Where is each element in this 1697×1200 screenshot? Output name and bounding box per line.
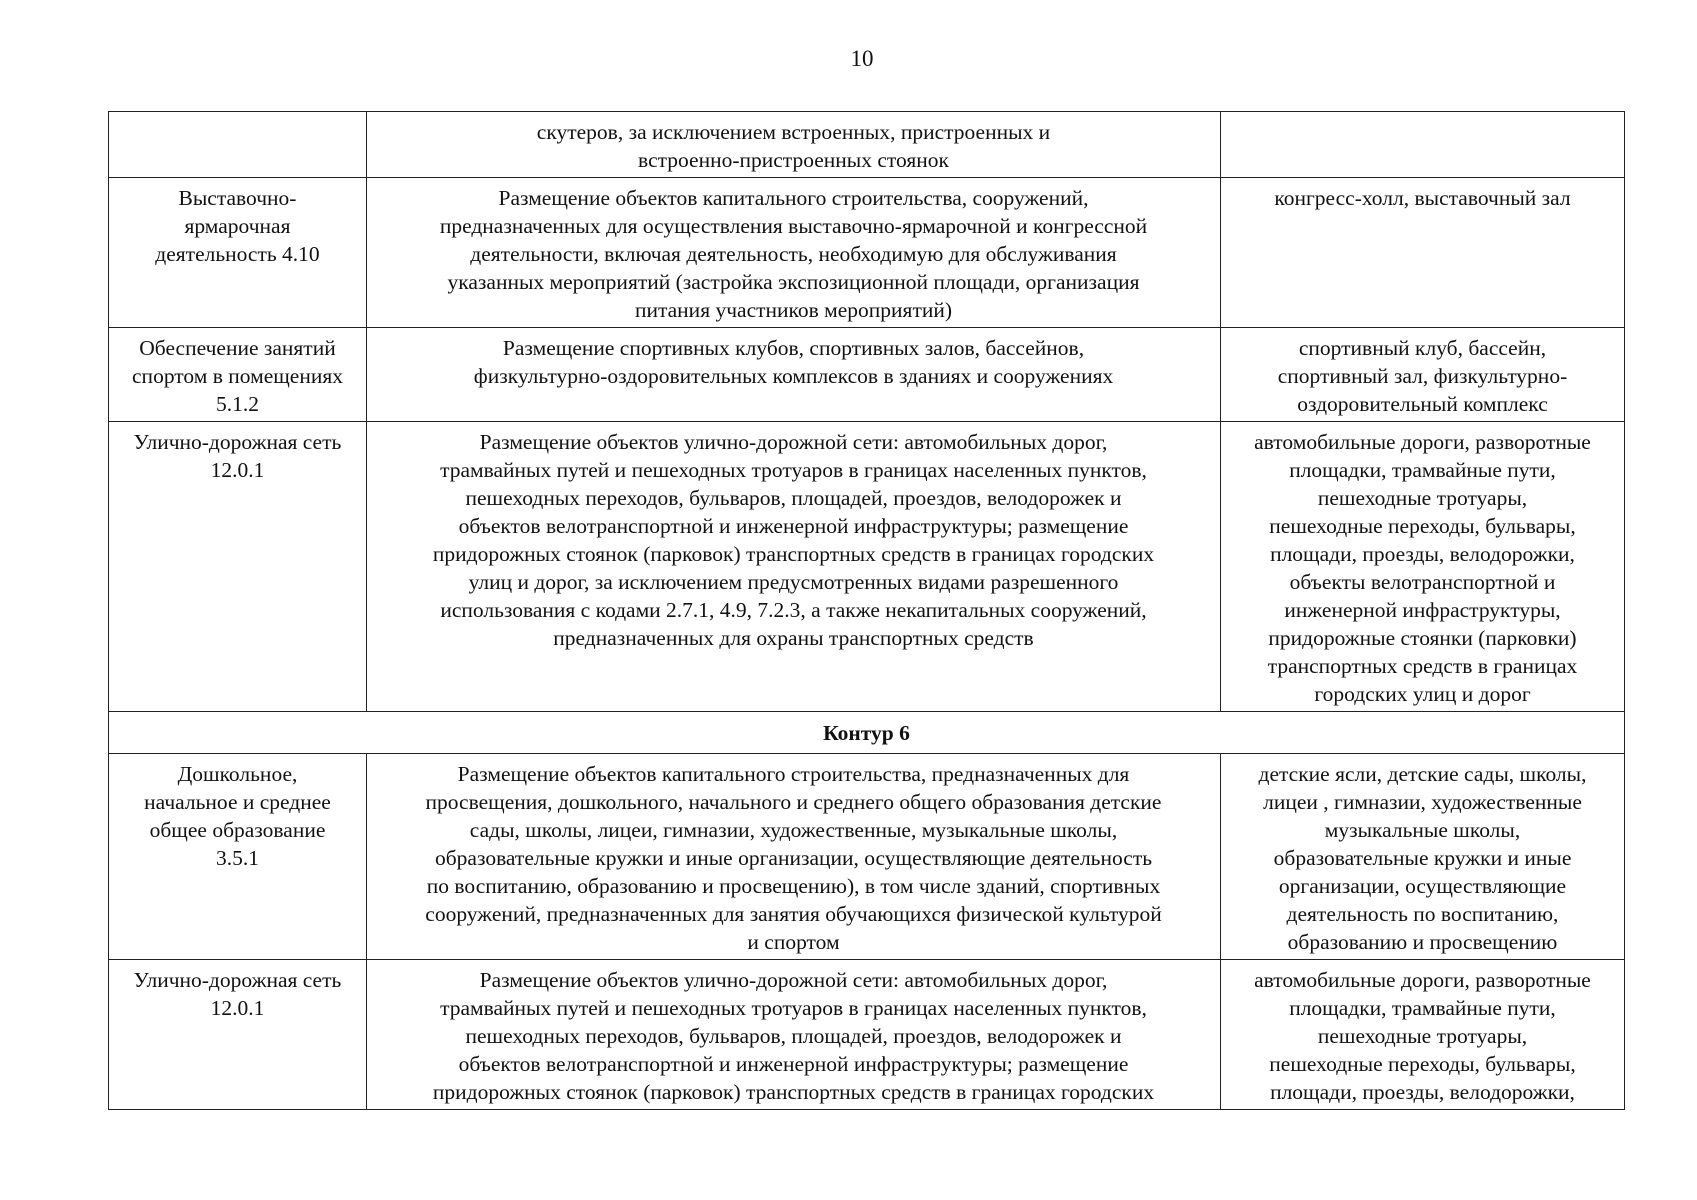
cell-text-line: пешеходные тротуары, [1317,1024,1528,1048]
cell-text-line: пешеходных переходов, бульваров, площадей, проездов, велодорожек и [465,1024,1122,1048]
cell-text-line: спортивный клуб, бассейн, [1298,336,1547,360]
description-cell [367,960,1221,1110]
cell-text-line: придорожные стоянки (парковки) [1268,626,1577,650]
cell-text-line: начальное и среднее [144,790,331,814]
cell-text-line: деятельность по воспитанию, [1286,902,1559,926]
objects-cell [1221,960,1625,1110]
cell-text-line: пешеходные переходы, бульвары, [1269,1052,1576,1076]
cell-text-line: Размещение объектов капитального строительства, сооружений, [498,186,1089,210]
cell-text-line: образовательные кружки и иные организации, осуществляющие деятельность [434,846,1153,870]
objects-cell [1221,754,1625,960]
cell-text-line: площадки, трамвайные пути, [1289,996,1556,1020]
cell-text-line: объектов велотранспортной и инженерной инфраструктуры; размещение [458,514,1129,538]
cell-text-line: питания участников мероприятий) [634,298,953,322]
cell-text-line: придорожных стоянок (парковок) транспортных средств в границах городских [432,1080,1155,1104]
page-number: 10 [850,46,874,71]
cell-text-line: транспортных средств в границах [1267,654,1578,678]
cell-text-line: площади, проезды, велодорожки, [1270,542,1575,566]
table-row [109,328,1625,422]
cell-text-line: спортивный зал, физкультурно- [1277,364,1568,388]
description-cell [367,754,1221,960]
cell-text-line: образованию и просвещению [1287,930,1558,954]
cell-text-line: площадки, трамвайные пути, [1289,458,1556,482]
cell-text-line: Выставочно- [178,186,297,210]
cell-text-line: физкультурно-оздоровительных комплексов в зданиях и сооружениях [473,364,1114,388]
cell-text-line: образовательные кружки и иные [1273,846,1572,870]
land-use-type-cell [109,178,367,328]
section-title: Контур 6 [109,712,1625,754]
cell-text-line: сады, школы, лицеи, гимназии, художественные, музыкальные школы, [469,818,1118,842]
cell-text-line: спортом в помещениях [132,364,343,388]
table-row [109,960,1625,1110]
cell-text-line: пешеходных переходов, бульваров, площадей, проездов, велодорожек и [465,486,1122,510]
land-use-type-cell [109,960,367,1110]
cell-text-line: трамвайных путей и пешеходных тротуаров в границах населенных пунктов, [440,458,1147,482]
cell-text-line: и спортом [747,930,840,954]
cell-text-line: объектов велотранспортной и инженерной инфраструктуры; размещение [458,1052,1129,1076]
cell-text-line: Размещение спортивных клубов, спортивных залов, бассейнов, [502,336,1085,360]
description-cell [367,422,1221,712]
cell-text-line: общее образование [149,818,326,842]
cell-text-line: деятельности, включая деятельность, необходимую для обслуживания [470,242,1117,266]
objects-cell [1221,112,1625,178]
cell-text-line: предназначенных для охраны транспортных средств [553,626,1034,650]
cell-text-line: 12.0.1 [210,996,265,1020]
table-row [109,178,1625,328]
description-cell [367,112,1221,178]
cell-text-line: встроенно-пристроенных стоянок [638,148,949,172]
table-row [109,422,1625,712]
cell-text-line: оздоровительный комплекс [1297,392,1548,416]
table-row [109,754,1625,960]
cell-text-line: инженерной инфраструктуры, [1284,598,1561,622]
cell-text-line: автомобильные дороги, разворотные [1254,430,1591,454]
cell-text-line: пешеходные тротуары, [1317,486,1528,510]
objects-cell [1221,422,1625,712]
objects-cell [1221,178,1625,328]
cell-text-line: трамвайных путей и пешеходных тротуаров в границах населенных пунктов, [440,996,1147,1020]
cell-text-line: детские ясли, детские сады, школы, [1258,762,1587,786]
cell-text-line: придорожных стоянок (парковок) транспортных средств в границах городских [432,542,1155,566]
cell-text-line: скутеров, за исключением встроенных, пристроенных и [536,120,1051,144]
land-use-type-cell [109,422,367,712]
cell-text-line: сооружений, предназначенных для занятия обучающихся физической культурой [425,902,1162,926]
cell-text-line: указанных мероприятий (застройка экспозиционной площади, организация [447,270,1140,294]
cell-text-line: предназначенных для осуществления выставочно-ярмарочной и конгрессной [439,214,1148,238]
cell-text-line: использования с кодами 2.7.1, 4.9, 7.2.3, а также некапитальных сооружений, [440,598,1147,622]
cell-text-line: улиц и дорог, за исключением предусмотренных видами разрешенного [468,570,1119,594]
cell-text-line: просвещения, дошкольного, начального и среднего общего образования детские [425,790,1162,814]
cell-text-line: ярмарочная [184,214,291,238]
table-body [109,112,1625,1110]
land-use-type-cell [109,328,367,422]
cell-text-line: объекты велотранспортной и [1289,570,1556,594]
cell-text-line: городских улиц и дорог [1314,682,1531,706]
table-row [109,112,1625,178]
objects-cell [1221,328,1625,422]
cell-text-line: площади, проезды, велодорожки, [1270,1080,1575,1104]
cell-text-line: 12.0.1 [210,458,265,482]
cell-text-line: Размещение объектов улично-дорожной сети: автомобильных дорог, [479,430,1108,454]
section-header-row [109,712,1625,754]
cell-text-line: 5.1.2 [216,392,259,416]
cell-text-line: Улично-дорожная сеть [133,430,342,454]
cell-text-line: Улично-дорожная сеть [133,968,342,992]
cell-text-line: Обеспечение занятий [139,336,336,360]
cell-text-line: Размещение объектов капитального строительства, предназначенных для [457,762,1130,786]
cell-text-line: Дошкольное, [177,762,298,786]
description-cell [367,328,1221,422]
cell-text-line: Размещение объектов улично-дорожной сети: автомобильных дорог, [479,968,1108,992]
land-use-type-cell [109,112,367,178]
cell-text-line: организации, осуществляющие [1278,874,1567,898]
cell-text-line: 3.5.1 [216,846,259,870]
cell-text-line: деятельность 4.10 [155,242,320,266]
description-cell [367,178,1221,328]
land-use-type-cell [109,754,367,960]
cell-text-line: конгресс-холл, выставочный зал [1274,186,1571,210]
land-use-table [108,111,1625,1110]
cell-text-line: пешеходные переходы, бульвары, [1269,514,1576,538]
cell-text-line: музыкальные школы, [1324,818,1521,842]
cell-text-line: по воспитанию, образованию и просвещению), в том числе зданий, спортивных [426,874,1161,898]
cell-text-line: автомобильные дороги, разворотные [1254,968,1591,992]
cell-text-line: лицеи , гимназии, художественные [1263,790,1582,814]
